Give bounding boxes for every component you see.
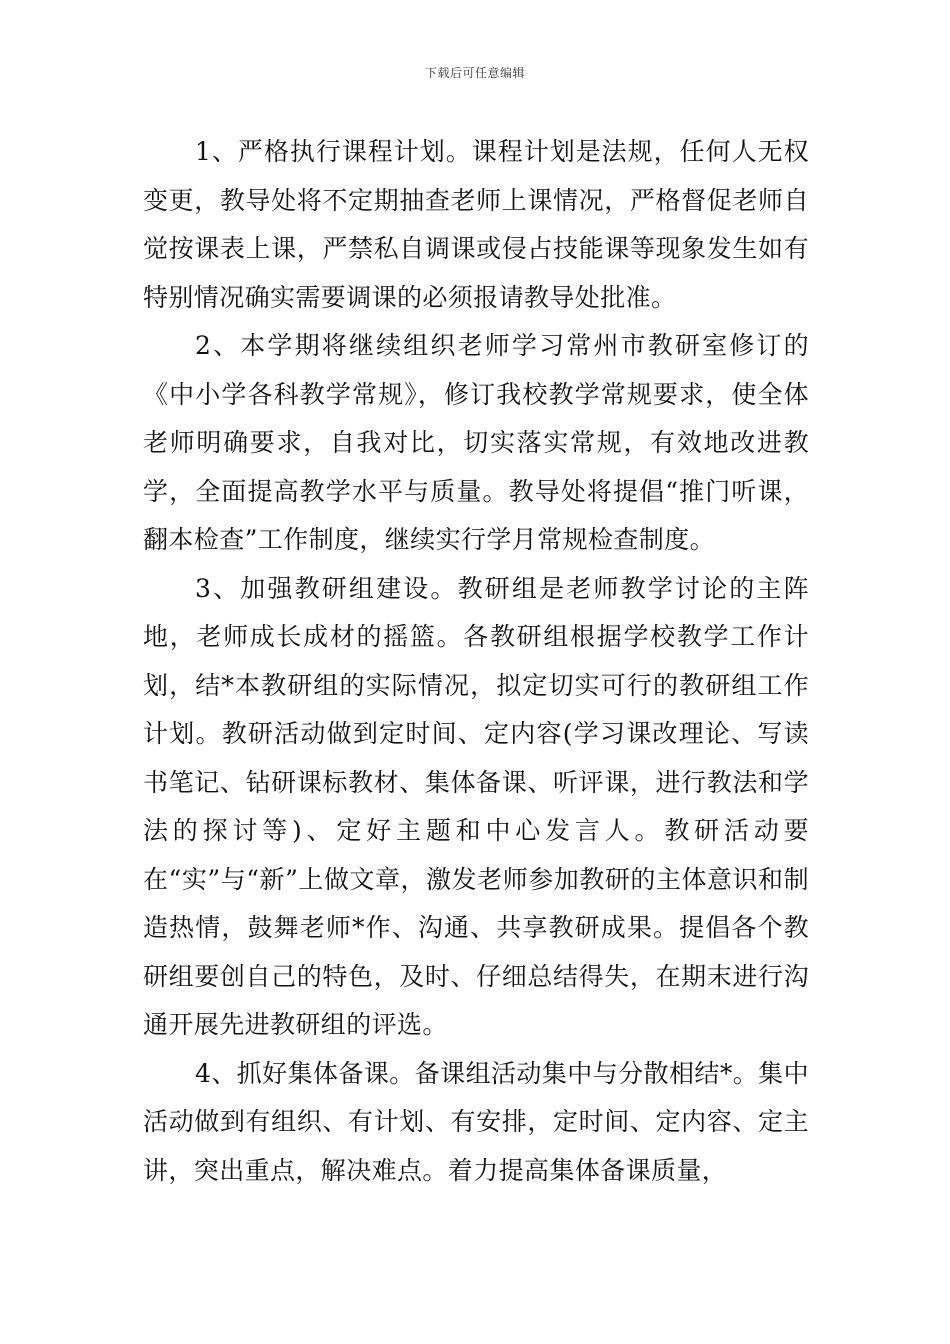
paragraph-1: 1、严格执行课程计划。课程计划是法规，任何人无权变更，教导处将不定期抽查老师上课情况，严格督促老师自觉按课表上课，严禁私自调课或侵占技能课等现象发生如有特别情况确实需要调课的必须报请教导处批准。: [143, 137, 809, 312]
document-body: [143, 128, 809, 1195]
paragraph-2: 2、本学期将继续组织老师学习常州市教研室修订的《中小学各科教学常规》，修订我校教学常规要求，使全体老师明确要求，自我对比，切实落实常规，有效地改进教学，全面提高教学水平与质量。教导处将提倡“推门听课，翻本检查”工作制度，继续实行学月常规检查制度。: [143, 331, 809, 554]
page-header: 下载后可任意编辑: [424, 66, 525, 80]
paragraph-4: 4、抓好集体备课。备课组活动集中与分散相结*。集中活动做到有组织、有计划、有安排，定时间、定内容、定主讲，突出重点，解决难点。着力提高集体备课质量，: [143, 1058, 809, 1185]
paragraph-3: 3、加强教研组建设。教研组是老师教学讨论的主阵地，老师成长成材的摇篮。各教研组根据学校教学工作计划，结*本教研组的实际情况，拟定切实可行的教研组工作计划。教研活动做到定时间、定内容(学习课改理论、写读书笔记、钻研课标教材、集体备课、听评课，进行教法和学法的探讨等)、定好主题和中心发言人。教研活动要在“实”与“新”上做文章，激发老师参加教研的主体意识和制造热情，鼓舞老师*作、沟通、共享教研成果。提倡各个教研组要创自己的特色，及时、仔细总结得失，在期末进行沟通开展先进教研组的评选。: [143, 573, 809, 1039]
